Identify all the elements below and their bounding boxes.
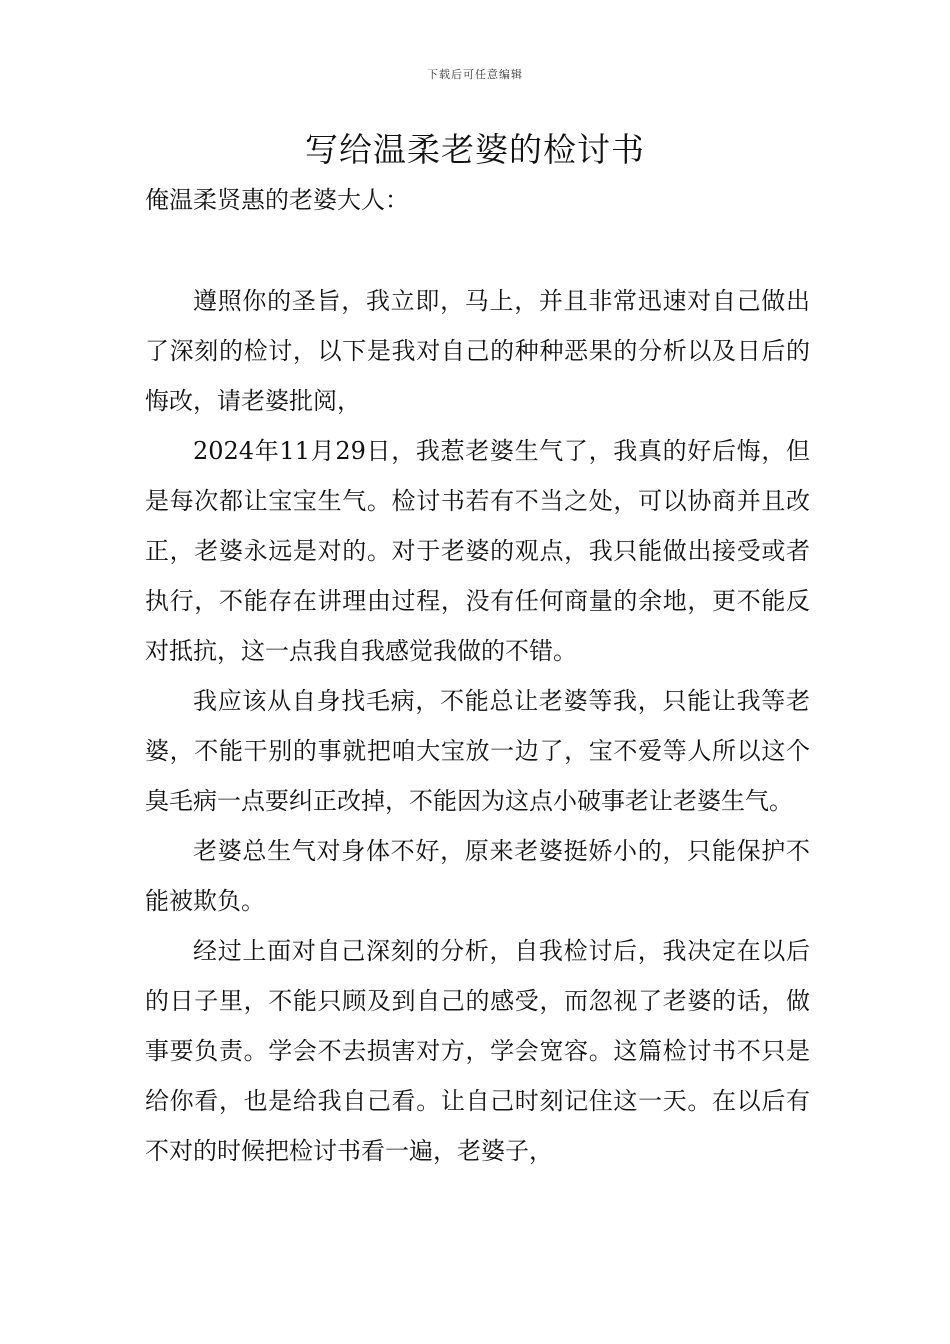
paragraph-4: 老婆总生气对身体不好，原来老婆挺娇小的，只能保护不能被欺负。 xyxy=(145,837,810,915)
paragraph-1: 遵照你的圣旨，我立即，马上，并且非常迅速对自己做出了深刻的检讨，以下是我对自己的种种恶果的分析以及日后的悔改，请老婆批阅， xyxy=(145,287,810,415)
document-body xyxy=(145,276,810,1176)
paragraph-3: 我应该从自身找毛病，不能总让老婆等我，只能让我等老婆，不能干别的事就把咱大宝放一边了，宝不爱等人所以这个臭毛病一点要纠正改掉，不能因为这点小破事老让老婆生气。 xyxy=(145,687,810,815)
salutation: 俺温柔贤惠的老婆大人： xyxy=(145,186,409,214)
document-title: 写给温柔老婆的检讨书 xyxy=(305,130,645,169)
paragraph-2: 2024年11月29日，我惹老婆生气了，我真的好后悔，但是每次都让宝宝生气。检讨书若有不当之处，可以协商并且改正，老婆永远是对的。对于老婆的观点，我只能做出接受或者执行，不能存在讲理由过程，没有任何商量的余地，更不能反对抵抗，这一点我自我感觉我做的不错。 xyxy=(145,437,810,665)
paragraph-5: 经过上面对自己深刻的分析，自我检讨后，我决定在以后的日子里，不能只顾及到自己的感受，而忽视了老婆的话，做事要负责。学会不去损害对方，学会宽容。这篇检讨书不只是给你看，也是给我自己看。让自己时刻记住这一天。在以后有不对的时候把检讨书看一遍，老婆子， xyxy=(145,937,810,1165)
header-note: 下载后可任意编辑 xyxy=(427,68,523,81)
